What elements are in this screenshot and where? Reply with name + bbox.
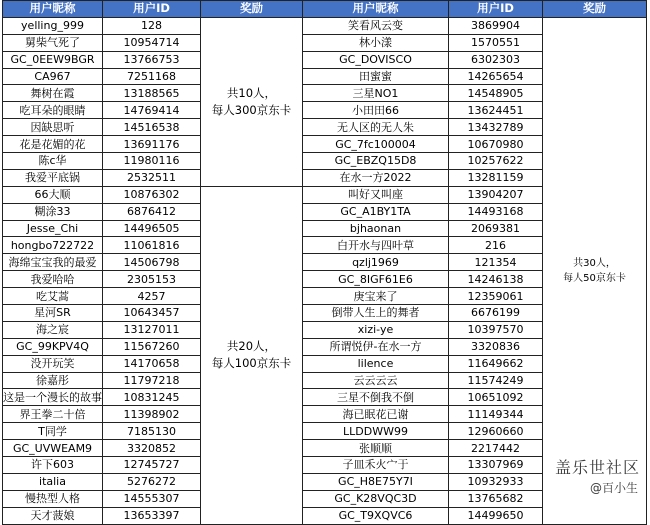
user-nickname: GC_0EEW9BGR	[3, 51, 103, 68]
user-id: 14499650	[449, 507, 543, 524]
user-id: 6676199	[449, 305, 543, 322]
user-id: 13653397	[103, 507, 201, 524]
user-id: 10397570	[449, 321, 543, 338]
user-nickname: 无人区的无人朱	[303, 119, 449, 136]
user-nickname: GC_K28VQC3D	[303, 490, 449, 507]
user-nickname: 我爱平底锅	[3, 169, 103, 186]
header-id: 用户ID	[449, 1, 543, 18]
user-id: 121354	[449, 254, 543, 271]
user-id: 13188565	[103, 85, 201, 102]
user-nickname: 舞树在霞	[3, 85, 103, 102]
reward-cell	[201, 17, 303, 186]
user-id: 2305153	[103, 271, 201, 288]
user-id: 13127011	[103, 321, 201, 338]
header-row	[3, 1, 303, 18]
user-nickname: xizi-ye	[303, 321, 449, 338]
reward-line: 每人300京东卡	[211, 102, 292, 117]
user-nickname: yelling_999	[3, 17, 103, 34]
user-nickname: italia	[3, 473, 103, 490]
user-nickname: 天才菠娘	[3, 507, 103, 524]
user-id: 2217442	[449, 440, 543, 457]
user-nickname: 我爱哈哈	[3, 271, 103, 288]
user-id: 12359061	[449, 288, 543, 305]
reward-line: 共20人，	[226, 339, 277, 354]
user-nickname: 海已眠花已谢	[303, 406, 449, 423]
table-row	[3, 186, 303, 203]
user-nickname: 吃耳朵的眼睛	[3, 102, 103, 119]
user-nickname: 慢热型人格	[3, 490, 103, 507]
user-id: 11980116	[103, 153, 201, 170]
user-id: 11149344	[449, 406, 543, 423]
user-nickname: 笑看风云变	[303, 17, 449, 34]
header-reward: 奖励	[543, 1, 647, 18]
user-id: 10257622	[449, 153, 543, 170]
header-row	[303, 1, 647, 18]
user-id: 216	[449, 237, 543, 254]
community-watermark: 盖乐世社区	[554, 458, 640, 477]
left-table-body	[3, 17, 303, 524]
user-id: 10954714	[103, 34, 201, 51]
right-table-body	[303, 17, 647, 524]
user-nickname: 白开水与四叶草	[303, 237, 449, 254]
user-id: 5276272	[103, 473, 201, 490]
user-nickname: Jesse_Chi	[3, 220, 103, 237]
user-nickname: 庚宝来了	[303, 288, 449, 305]
user-nickname: 倒带人生上的舞者	[303, 305, 449, 322]
user-nickname: 小田田66	[303, 102, 449, 119]
header-reward: 奖励	[201, 1, 303, 18]
user-id: 11649662	[449, 355, 543, 372]
user-nickname: 66大顺	[3, 186, 103, 203]
user-nickname: 因缺思听	[3, 119, 103, 136]
user-nickname: GC_DOVISCO	[303, 51, 449, 68]
user-id: 10651092	[449, 389, 543, 406]
user-nickname: 吃艾蒿	[3, 288, 103, 305]
user-nickname: qzlj1969	[303, 254, 449, 271]
table-row	[303, 17, 647, 34]
user-nickname: 所谓悦伊-在水一方	[303, 338, 449, 355]
user-id: 7185130	[103, 423, 201, 440]
user-nickname: GC_EBZQ15D8	[303, 153, 449, 170]
user-nickname: 子皿禾火宀于	[303, 457, 449, 474]
user-id: 14246138	[449, 271, 543, 288]
user-nickname: 云云云云	[303, 372, 449, 389]
user-nickname: GC_8IGF61E6	[303, 271, 449, 288]
header-name: 用户昵称	[303, 1, 449, 18]
user-id: 13766753	[103, 51, 201, 68]
user-id: 2069381	[449, 220, 543, 237]
user-id: 13904207	[449, 186, 543, 203]
user-nickname: hongbo722722	[3, 237, 103, 254]
user-nickname: GC_99KPV4Q	[3, 338, 103, 355]
user-id: 10831245	[103, 389, 201, 406]
user-id: 14769414	[103, 102, 201, 119]
user-nickname: 界王拳二十倍	[3, 406, 103, 423]
user-nickname: T同学	[3, 423, 103, 440]
user-id: 11797218	[103, 372, 201, 389]
user-id: 13691176	[103, 136, 201, 153]
user-id: 14506798	[103, 254, 201, 271]
user-id: 14170658	[103, 355, 201, 372]
reward-cell	[543, 17, 647, 524]
user-nickname: 陈c华	[3, 153, 103, 170]
user-nickname: 没开玩笑	[3, 355, 103, 372]
user-nickname: LLDDWW99	[303, 423, 449, 440]
user-id: 1570551	[449, 34, 543, 51]
user-nickname: 海之宸	[3, 321, 103, 338]
reward-line: 共30人，	[573, 257, 616, 269]
user-nickname: GC_T9XQVC6	[303, 507, 449, 524]
user-nickname: 许下603	[3, 457, 103, 474]
user-id: 14265654	[449, 68, 543, 85]
user-id: 10932933	[449, 473, 543, 490]
user-nickname: 海绵宝宝我的最爱	[3, 254, 103, 271]
author-text: @百小生	[589, 481, 638, 495]
user-id: 12745727	[103, 457, 201, 474]
user-id: 3869904	[449, 17, 543, 34]
user-id: 11574249	[449, 372, 543, 389]
user-id: 14548905	[449, 85, 543, 102]
user-nickname: GC_UVWEAM9	[3, 440, 103, 457]
user-nickname: GC_A1BY1TA	[303, 203, 449, 220]
user-nickname: 在水一方2022	[303, 169, 449, 186]
reward-line: 每人100京东卡	[211, 356, 292, 371]
user-nickname: GC_H8E75Y7I	[303, 473, 449, 490]
user-id: 6876412	[103, 203, 201, 220]
user-nickname: lilence	[303, 355, 449, 372]
user-nickname: bjhaonan	[303, 220, 449, 237]
user-id: 11567260	[103, 338, 201, 355]
user-id: 12960660	[449, 423, 543, 440]
user-id: 14516538	[103, 119, 201, 136]
user-id: 3320852	[103, 440, 201, 457]
user-id: 14496505	[103, 220, 201, 237]
header-name: 用户昵称	[3, 1, 103, 18]
user-id: 128	[103, 17, 201, 34]
user-nickname: 舅柴气死了	[3, 34, 103, 51]
user-nickname: 三星NO1	[303, 85, 449, 102]
user-nickname: 张顺顺	[303, 440, 449, 457]
user-nickname: 糊涂33	[3, 203, 103, 220]
user-nickname: 星河SR	[3, 305, 103, 322]
user-id: 13307969	[449, 457, 543, 474]
user-nickname: 徐嘉彤	[3, 372, 103, 389]
user-id: 4257	[103, 288, 201, 305]
user-id: 10670980	[449, 136, 543, 153]
user-id: 11398902	[103, 406, 201, 423]
reward-line: 共10人，	[226, 85, 277, 100]
user-id: 14493168	[449, 203, 543, 220]
reward-cell	[201, 186, 303, 524]
user-id: 11061816	[103, 237, 201, 254]
reward-line: 每人50京东卡	[563, 272, 626, 284]
user-id: 14555307	[103, 490, 201, 507]
table-row	[3, 17, 303, 34]
user-id: 13281159	[449, 169, 543, 186]
user-id: 10643457	[103, 305, 201, 322]
user-id: 13432789	[449, 119, 543, 136]
user-id: 6302303	[449, 51, 543, 68]
user-nickname: 叫好又叫座	[303, 186, 449, 203]
user-nickname: GC_7fc100004	[303, 136, 449, 153]
left-reward-table	[2, 0, 303, 525]
user-nickname: 田蜜蜜	[303, 68, 449, 85]
user-id: 3320836	[449, 338, 543, 355]
user-nickname: 花是花媚的花	[3, 136, 103, 153]
user-nickname: 三星不倒我不倒	[303, 389, 449, 406]
user-id: 10876302	[103, 186, 201, 203]
right-reward-table	[302, 0, 647, 525]
user-nickname: 这是一个漫长的故事	[3, 390, 102, 404]
user-id: 13624451	[449, 102, 543, 119]
author-watermark	[590, 479, 638, 496]
user-id: 7251168	[103, 68, 201, 85]
user-id: 2532511	[103, 169, 201, 186]
user-nickname: 林小漾	[303, 34, 449, 51]
user-nickname: CA967	[3, 68, 103, 85]
header-id: 用户ID	[103, 1, 201, 18]
user-id: 13765682	[449, 490, 543, 507]
